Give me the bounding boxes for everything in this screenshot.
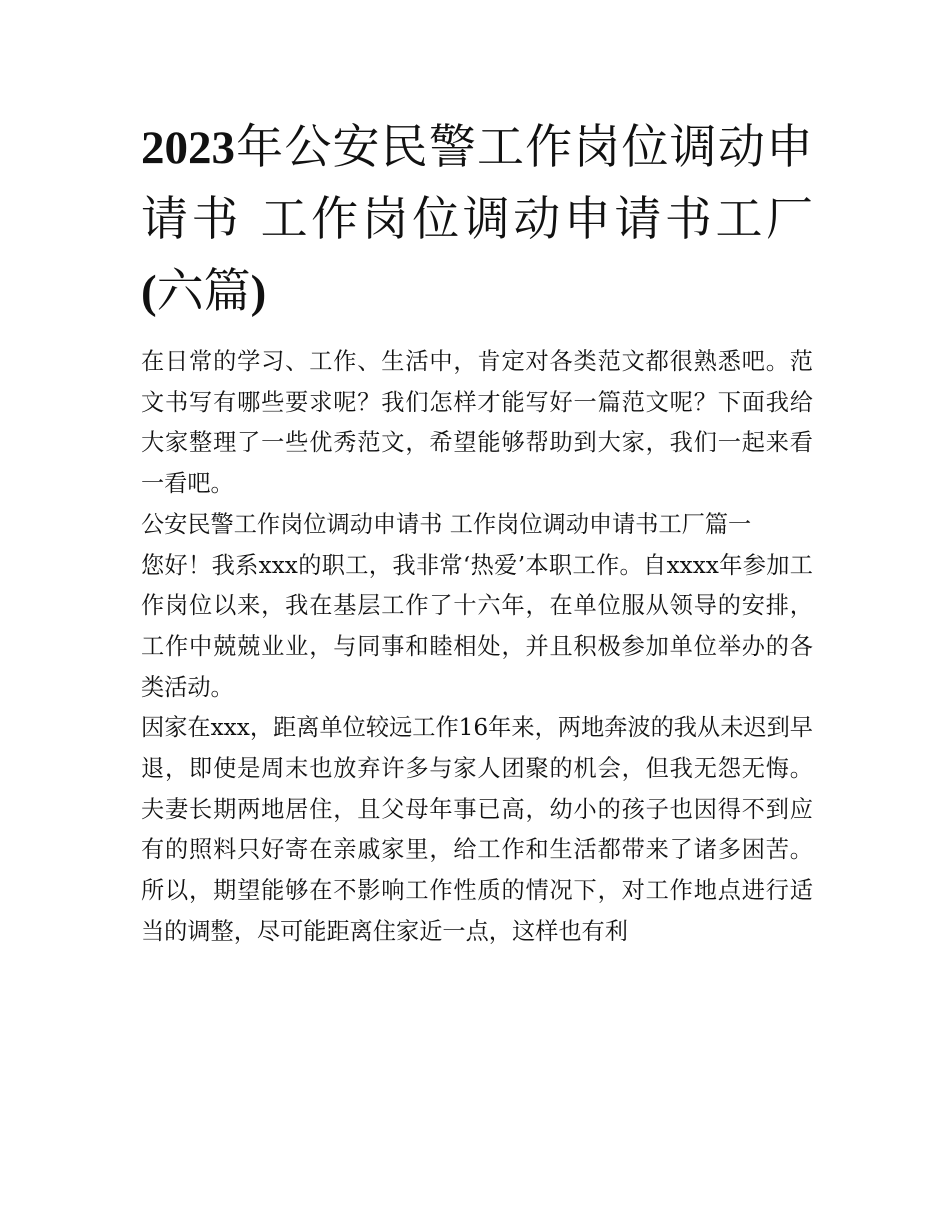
title-paren-open: (	[141, 266, 157, 318]
paragraph-letter-reason: 因家在xxx，距离单位较远工作16年来，两地奔波的我从未迟到早退，即使是周末也放弃许多与家人团聚的机会，但我无怨无悔。夫妻长期两地居住，且父母年事已高，幼小的孩子也因得不到应有的照料只好寄在亲戚家里，给工作和生活都带来了诸多困苦。所以，期望能够在不影响工作性质的情况下，对工作地点进行适当的调整，尽可能距离住家近一点，这样也有利	[141, 714, 813, 945]
paragraph-section-heading: 公安民警工作岗位调动申请书 工作岗位调动申请书工厂篇一	[141, 510, 752, 538]
title-year: 2023	[141, 122, 235, 174]
document-body	[141, 342, 813, 953]
document-page	[141, 112, 813, 953]
document-title	[141, 112, 813, 328]
title-count-text: 六篇	[156, 264, 251, 319]
title-paren-close: )	[250, 266, 267, 318]
paragraph-letter-opening: 您好！我系xxx的职工，我非常‘热爱’本职工作。自xxxx年参加工作岗位以来，我在基层工作了十六年，在单位服从领导的安排，工作中兢兢业业，与同事和睦相处，并且积极参加单位举办的各类活动。	[141, 551, 813, 701]
paragraph-intro: 在日常的学习、工作、生活中，肯定对各类范文都很熟悉吧。范文书写有哪些要求呢？我们怎样才能写好一篇范文呢？下面我给大家整理了一些优秀范文，希望能够帮助到大家，我们一起来看一看吧。	[141, 348, 813, 498]
title-main-text: 年公安民警工作岗位调动申请书 工作岗位调动申请书工厂	[141, 120, 813, 247]
